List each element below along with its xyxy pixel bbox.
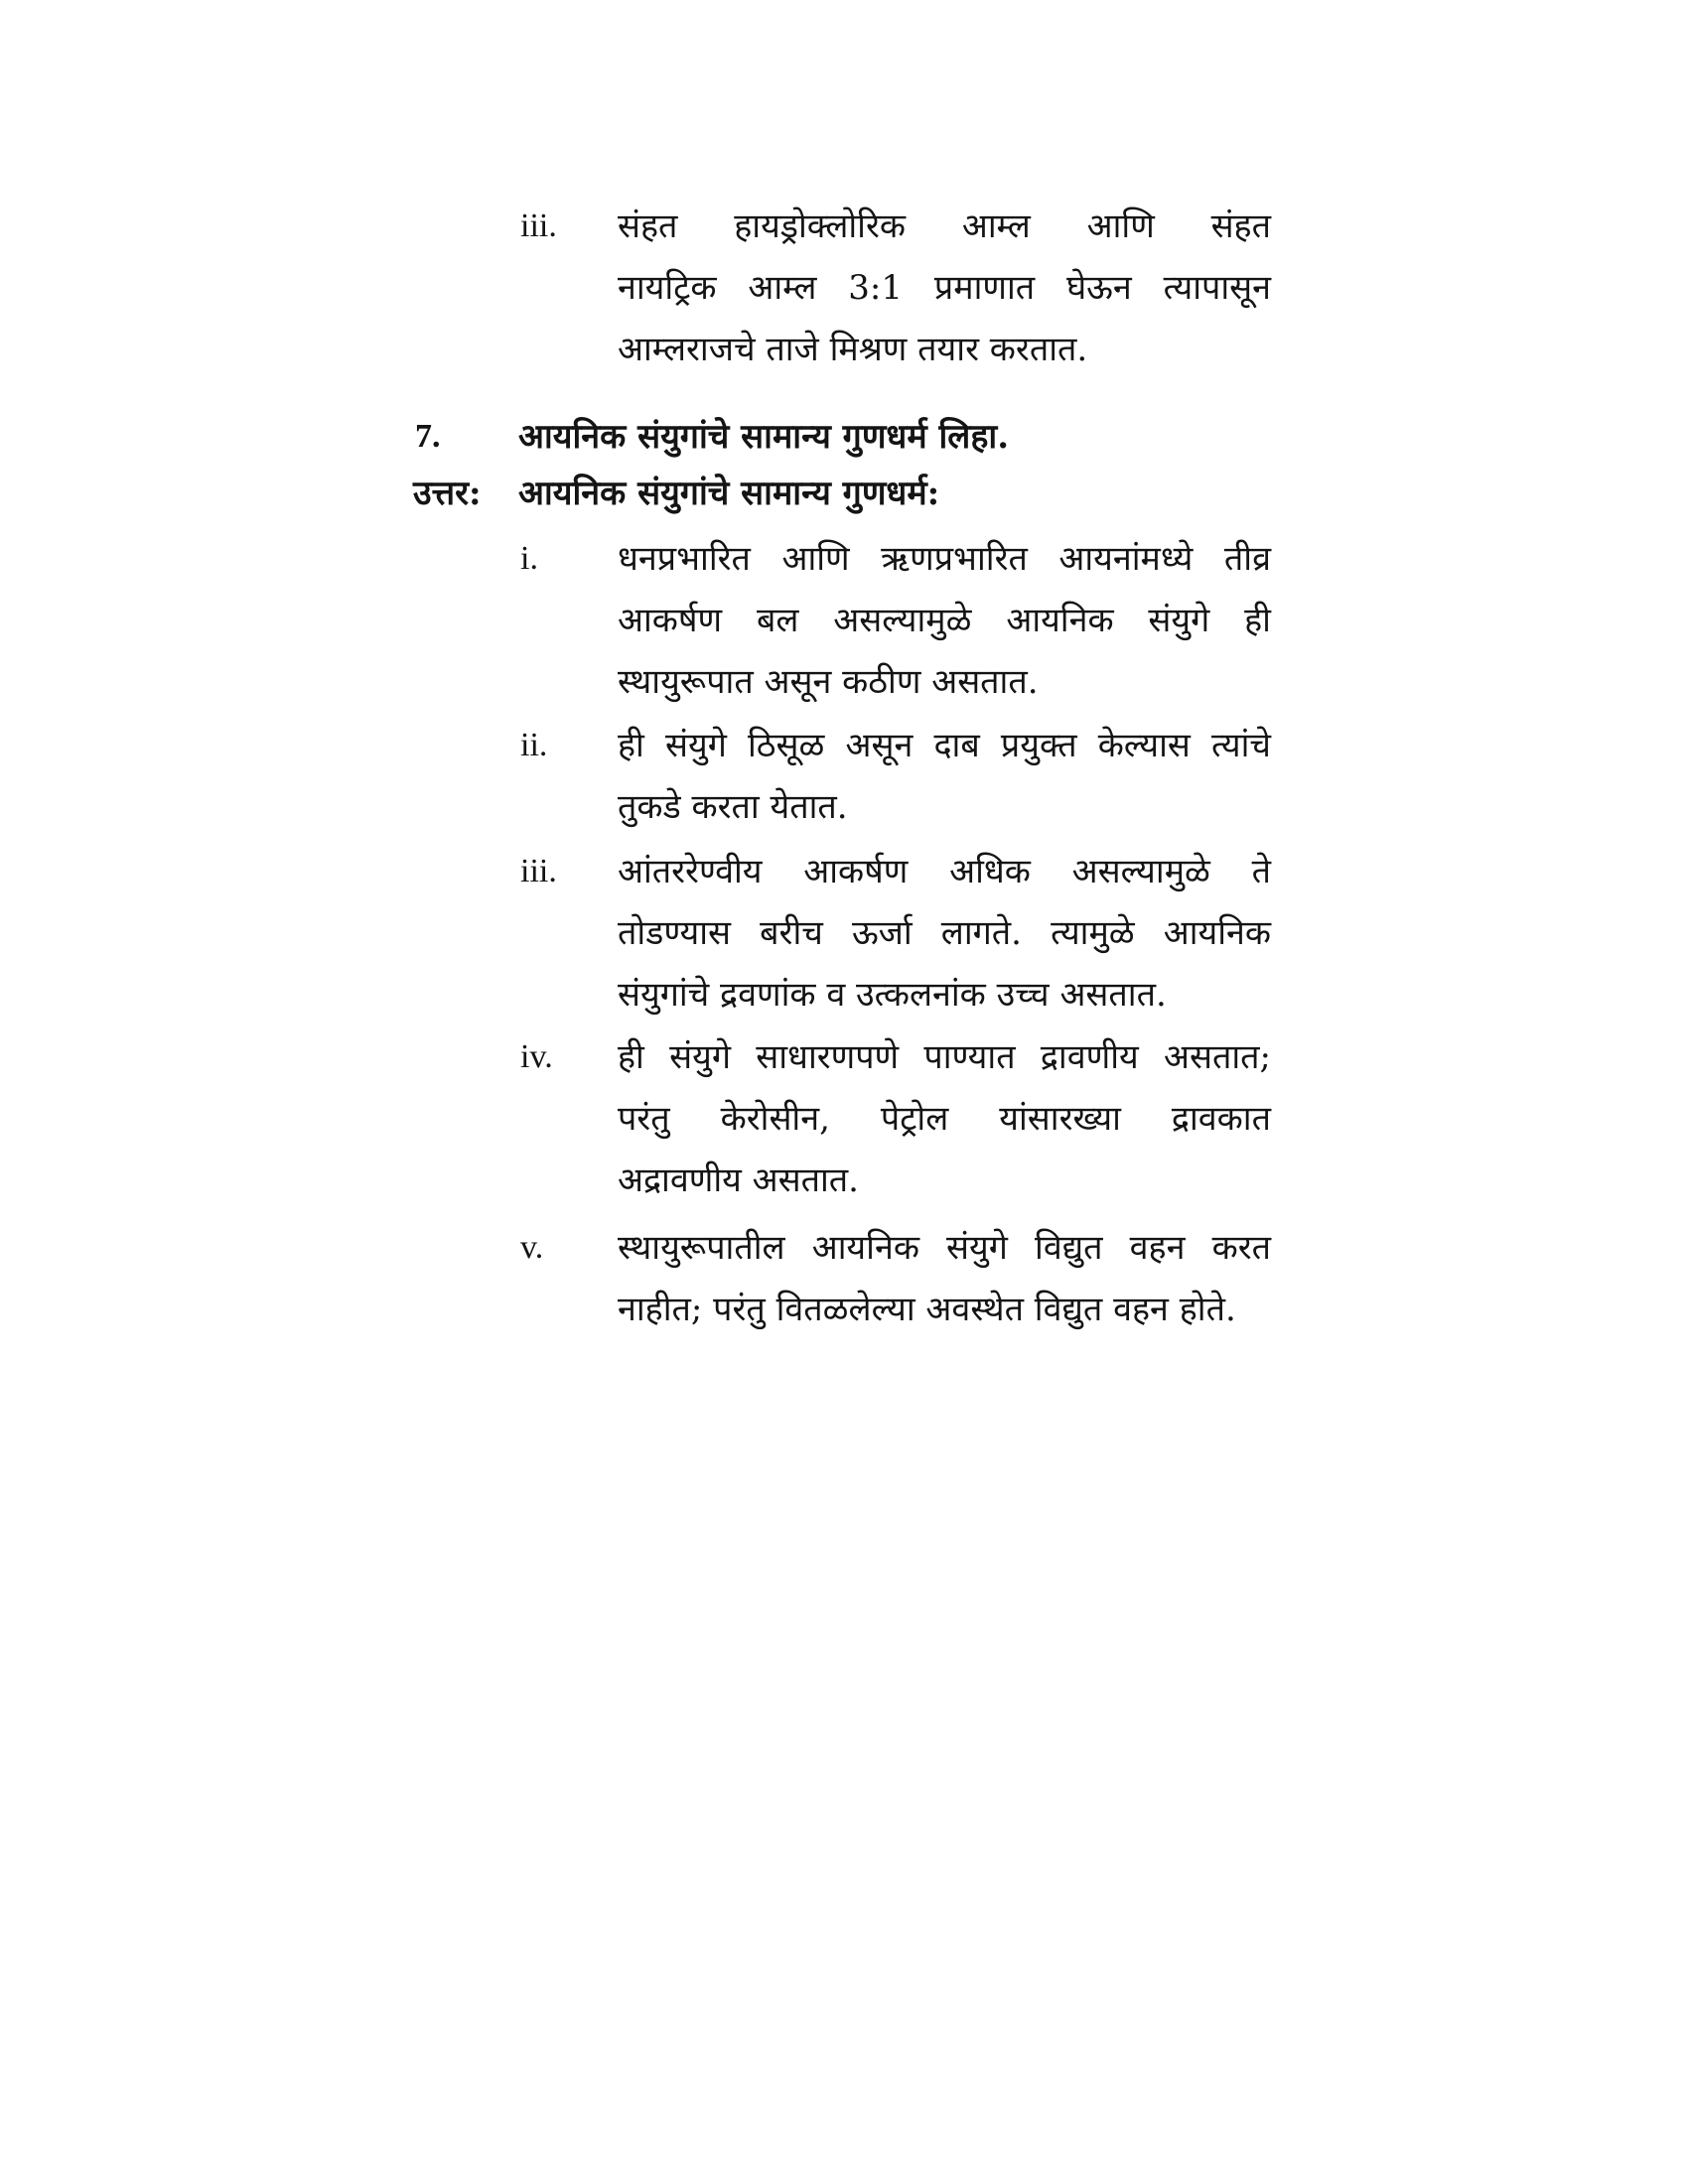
question-number: 7. bbox=[415, 418, 441, 455]
item-text bbox=[618, 715, 1271, 838]
text-line: संहत हायड्रोक्लोरिक आम्ल आणि संहत bbox=[618, 206, 1271, 246]
text-line: धनप्रभारित आणि ऋणप्रभारित आयनांमध्ये तीव्र bbox=[618, 539, 1271, 579]
text-line: ही संयुगे ठिसूळ असून दाब प्रयुक्त केल्यास त्यांचे bbox=[618, 726, 1271, 765]
text-line: तोडण्यास बरीच ऊर्जा लागते. त्यामुळे आयनिक bbox=[618, 913, 1271, 953]
text-line: अद्रावणीय असतात. bbox=[618, 1160, 859, 1200]
answer-label: उत्तर: bbox=[413, 474, 482, 513]
item-numeral: iv. bbox=[520, 1038, 553, 1075]
item-text bbox=[618, 1026, 1271, 1211]
item-numeral: iii. bbox=[520, 853, 557, 889]
text-line: परंतु केरोसीन, पेट्रोल यांसारख्या द्रावकात bbox=[618, 1099, 1271, 1139]
item-text bbox=[618, 841, 1271, 1025]
text-line: आकर्षण बल असल्यामुळे आयनिक संयुगे ही bbox=[618, 601, 1271, 640]
text-line: तुकडे करता येतात. bbox=[618, 787, 848, 827]
text-line: नाहीत; परंतु वितळलेल्या अवस्थेत विद्युत वहन होते. bbox=[618, 1290, 1236, 1329]
text-line: नायट्रिक आम्ल 3:1 प्रमाणात घेऊन त्यापासून bbox=[618, 268, 1271, 308]
text-line: आंतररेण्वीय आकर्षण अधिक असल्यामुळे ते bbox=[618, 852, 1271, 891]
text-line: आम्लराजचे ताजे मिश्रण तयार करतात. bbox=[618, 330, 1088, 369]
prev-item-numeral: iii. bbox=[520, 207, 557, 244]
question-text: आयनिक संयुगांचे सामान्य गुणधर्म लिहा. bbox=[518, 417, 1010, 457]
prev-item-text bbox=[618, 196, 1271, 380]
item-text bbox=[618, 528, 1271, 713]
item-numeral: ii. bbox=[520, 727, 548, 763]
answer-heading-text: आयनिक संयुगांचे सामान्य गुणधर्म: bbox=[518, 474, 940, 513]
text-line: स्थायुरूपातील आयनिक संयुगे विद्युत वहन करत bbox=[618, 1228, 1271, 1268]
item-numeral: i. bbox=[520, 540, 538, 577]
item-numeral: v. bbox=[520, 1229, 544, 1266]
text-line: स्थायुरूपात असून कठीण असतात. bbox=[618, 662, 1039, 702]
item-text bbox=[618, 1217, 1271, 1340]
text-line: संयुगांचे द्रवणांक व उत्कलनांक उच्च असतात. bbox=[618, 975, 1167, 1015]
text-line: ही संयुगे साधारणपणे पाण्यात द्रावणीय असतात; bbox=[618, 1037, 1271, 1077]
